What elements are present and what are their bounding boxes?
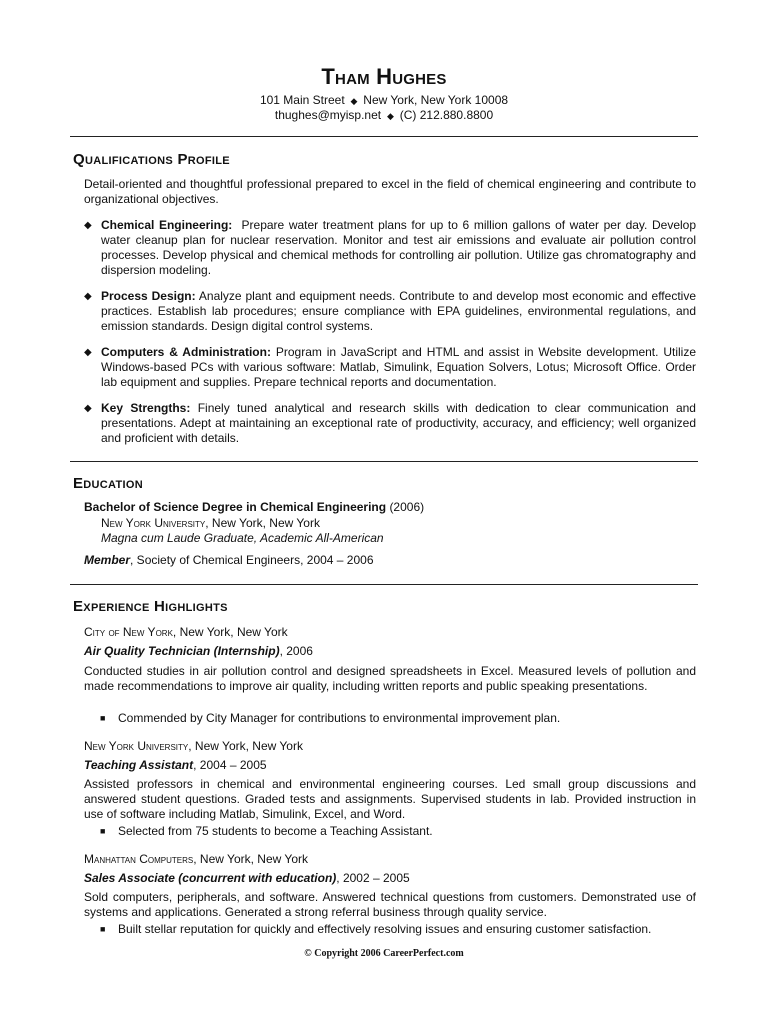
- diamond-bullet-icon: ◆: [84, 403, 92, 414]
- diamond-separator-icon: ◆: [348, 96, 360, 106]
- school-line: [101, 516, 320, 531]
- job-achievement: [100, 922, 696, 937]
- achievement-text: Built stellar reputation for quickly and effectively resolving issues and ensuring customer satisfaction.: [118, 922, 652, 936]
- job-dates: , 2006: [279, 644, 313, 658]
- job-title: Sales Associate (concurrent with education): [84, 871, 337, 885]
- phone-number: (C) 212.880.8800: [399, 108, 494, 122]
- job-dates: , 2004 – 2005: [193, 758, 267, 772]
- qualification-title: Computers & Administration:: [101, 345, 271, 359]
- qualification-item: [84, 345, 696, 390]
- qualification-text: Finely tuned analytical and research skills with dedication to clear communication and presentations. Adept at maintaining an exceptional rate of productivity, accuracy, and efficiency; well organized and proficient with details.: [101, 401, 696, 445]
- section-divider: [70, 136, 698, 137]
- employer-name: New York University: [84, 739, 189, 753]
- employer-line: [84, 852, 308, 867]
- square-bullet-icon: ■: [100, 924, 106, 934]
- qualifications-heading: Qualifications Profile: [73, 151, 230, 168]
- diamond-separator-icon: ◆: [384, 111, 397, 121]
- education-heading: Education: [73, 475, 143, 492]
- achievement-text: Selected from 75 students to become a Teaching Assistant.: [118, 824, 433, 838]
- member-text: , Society of Chemical Engineers, 2004 – 2006: [130, 553, 374, 567]
- job-title-line: [84, 644, 313, 659]
- qualifications-summary: Detail-oriented and thoughtful professional prepared to excel in the field of chemical engineering and contribute to organizational objectives.: [84, 177, 696, 206]
- experience-heading: Experience Highlights: [73, 598, 228, 615]
- square-bullet-icon: ■: [100, 826, 106, 836]
- city-state-zip: New York, New York 10008: [363, 93, 509, 107]
- qualification-text: Analyze plant and equipment needs. Contribute to and develop most economic and effective practices. Establish lab procedures; ensure compliance with EPA guidelines, environmental regulations, and emission standards. Design digital control systems.: [101, 289, 696, 333]
- job-title-line: [84, 871, 410, 886]
- job-description: Conducted studies in air pollution control and designed spreadsheets in Excel. Measured levels of pollution and made recommendations to improve air quality, including written reports and public speaking presentations.: [84, 664, 696, 693]
- qualification-item: [84, 218, 696, 278]
- job-title: Air Quality Technician (Internship): [84, 644, 280, 658]
- job-title-line: [84, 758, 267, 773]
- honors-line: Magna cum Laude Graduate, Academic All-American: [101, 531, 384, 545]
- qualification-item: [84, 401, 696, 446]
- qualification-text: Prepare water treatment plans for up to 6 million gallons of water per day. Develop water cleanup plan for nuclear reservation. Monitor and test air emissions and evaluate air pollution control processes. Develop physical and chemical methods for controlling air pollution. Utilize gas chromatography and dispersion modeling.: [101, 218, 697, 277]
- job-dates: , 2002 – 2005: [336, 871, 410, 885]
- address-line: [0, 93, 768, 109]
- achievement-text: Commended by City Manager for contributions to environmental improvement plan.: [118, 711, 561, 725]
- employer-line: [84, 625, 288, 640]
- employer-line: [84, 739, 303, 754]
- degree-line: [84, 500, 424, 515]
- job-achievement: [100, 824, 696, 839]
- job-title: Teaching Assistant: [84, 758, 194, 772]
- diamond-bullet-icon: ◆: [84, 347, 92, 358]
- employer-location: , New York, New York: [172, 625, 288, 639]
- diamond-bullet-icon: ◆: [84, 291, 92, 302]
- employer-name: Manhattan Computers: [84, 852, 194, 866]
- job-achievement: [100, 711, 696, 726]
- qualification-title: Process Design:: [101, 289, 196, 303]
- qualification-title: Chemical Engineering:: [101, 218, 233, 232]
- degree-name: Bachelor of Science Degree in Chemical Engineering: [84, 500, 387, 514]
- employer-location: , New York, New York: [193, 852, 308, 866]
- degree-year: (2006): [389, 500, 425, 514]
- school-name: New York University: [101, 516, 206, 530]
- contact-line: [0, 108, 768, 124]
- square-bullet-icon: ■: [100, 713, 106, 723]
- street-address: 101 Main Street: [259, 93, 345, 107]
- school-location: , New York, New York: [205, 516, 320, 530]
- job-description: Sold computers, peripherals, and software. Answered technical questions from customers. Demonstrated use of systems and applications. Generated a strong referral business through quality service.: [84, 890, 696, 919]
- qualification-text: Program in JavaScript and HTML and assist in Website development. Utilize Windows-based PCs with various software: Matlab, Simulink, Equation Solvers, Lotus; Microsoft Office. Order lab equipment and supplies. Prepare technical reports and documentation.: [101, 345, 696, 389]
- email-address: thughes@myisp.net: [274, 108, 382, 122]
- section-divider: [70, 584, 698, 585]
- job-description: Assisted professors in chemical and environmental engineering courses. Led small group discussions and answered student questions. Graded tests and assignments. Supervised students in lab. Provided instruction in use of software including Matlab, Simulink, Excel, and Word.: [84, 777, 696, 821]
- employer-location: , New York, New York: [188, 739, 303, 753]
- candidate-name: Tham Hughes: [321, 64, 447, 89]
- diamond-bullet-icon: ◆: [84, 220, 92, 231]
- qualification-title: Key Strengths:: [101, 401, 191, 415]
- qualification-item: [84, 289, 696, 334]
- member-label: Member: [84, 553, 131, 567]
- membership-line: [84, 553, 374, 568]
- section-divider: [70, 461, 698, 462]
- employer-name: City of New York: [84, 625, 173, 639]
- copyright-footer: © Copyright 2006 CareerPerfect.com: [304, 948, 464, 959]
